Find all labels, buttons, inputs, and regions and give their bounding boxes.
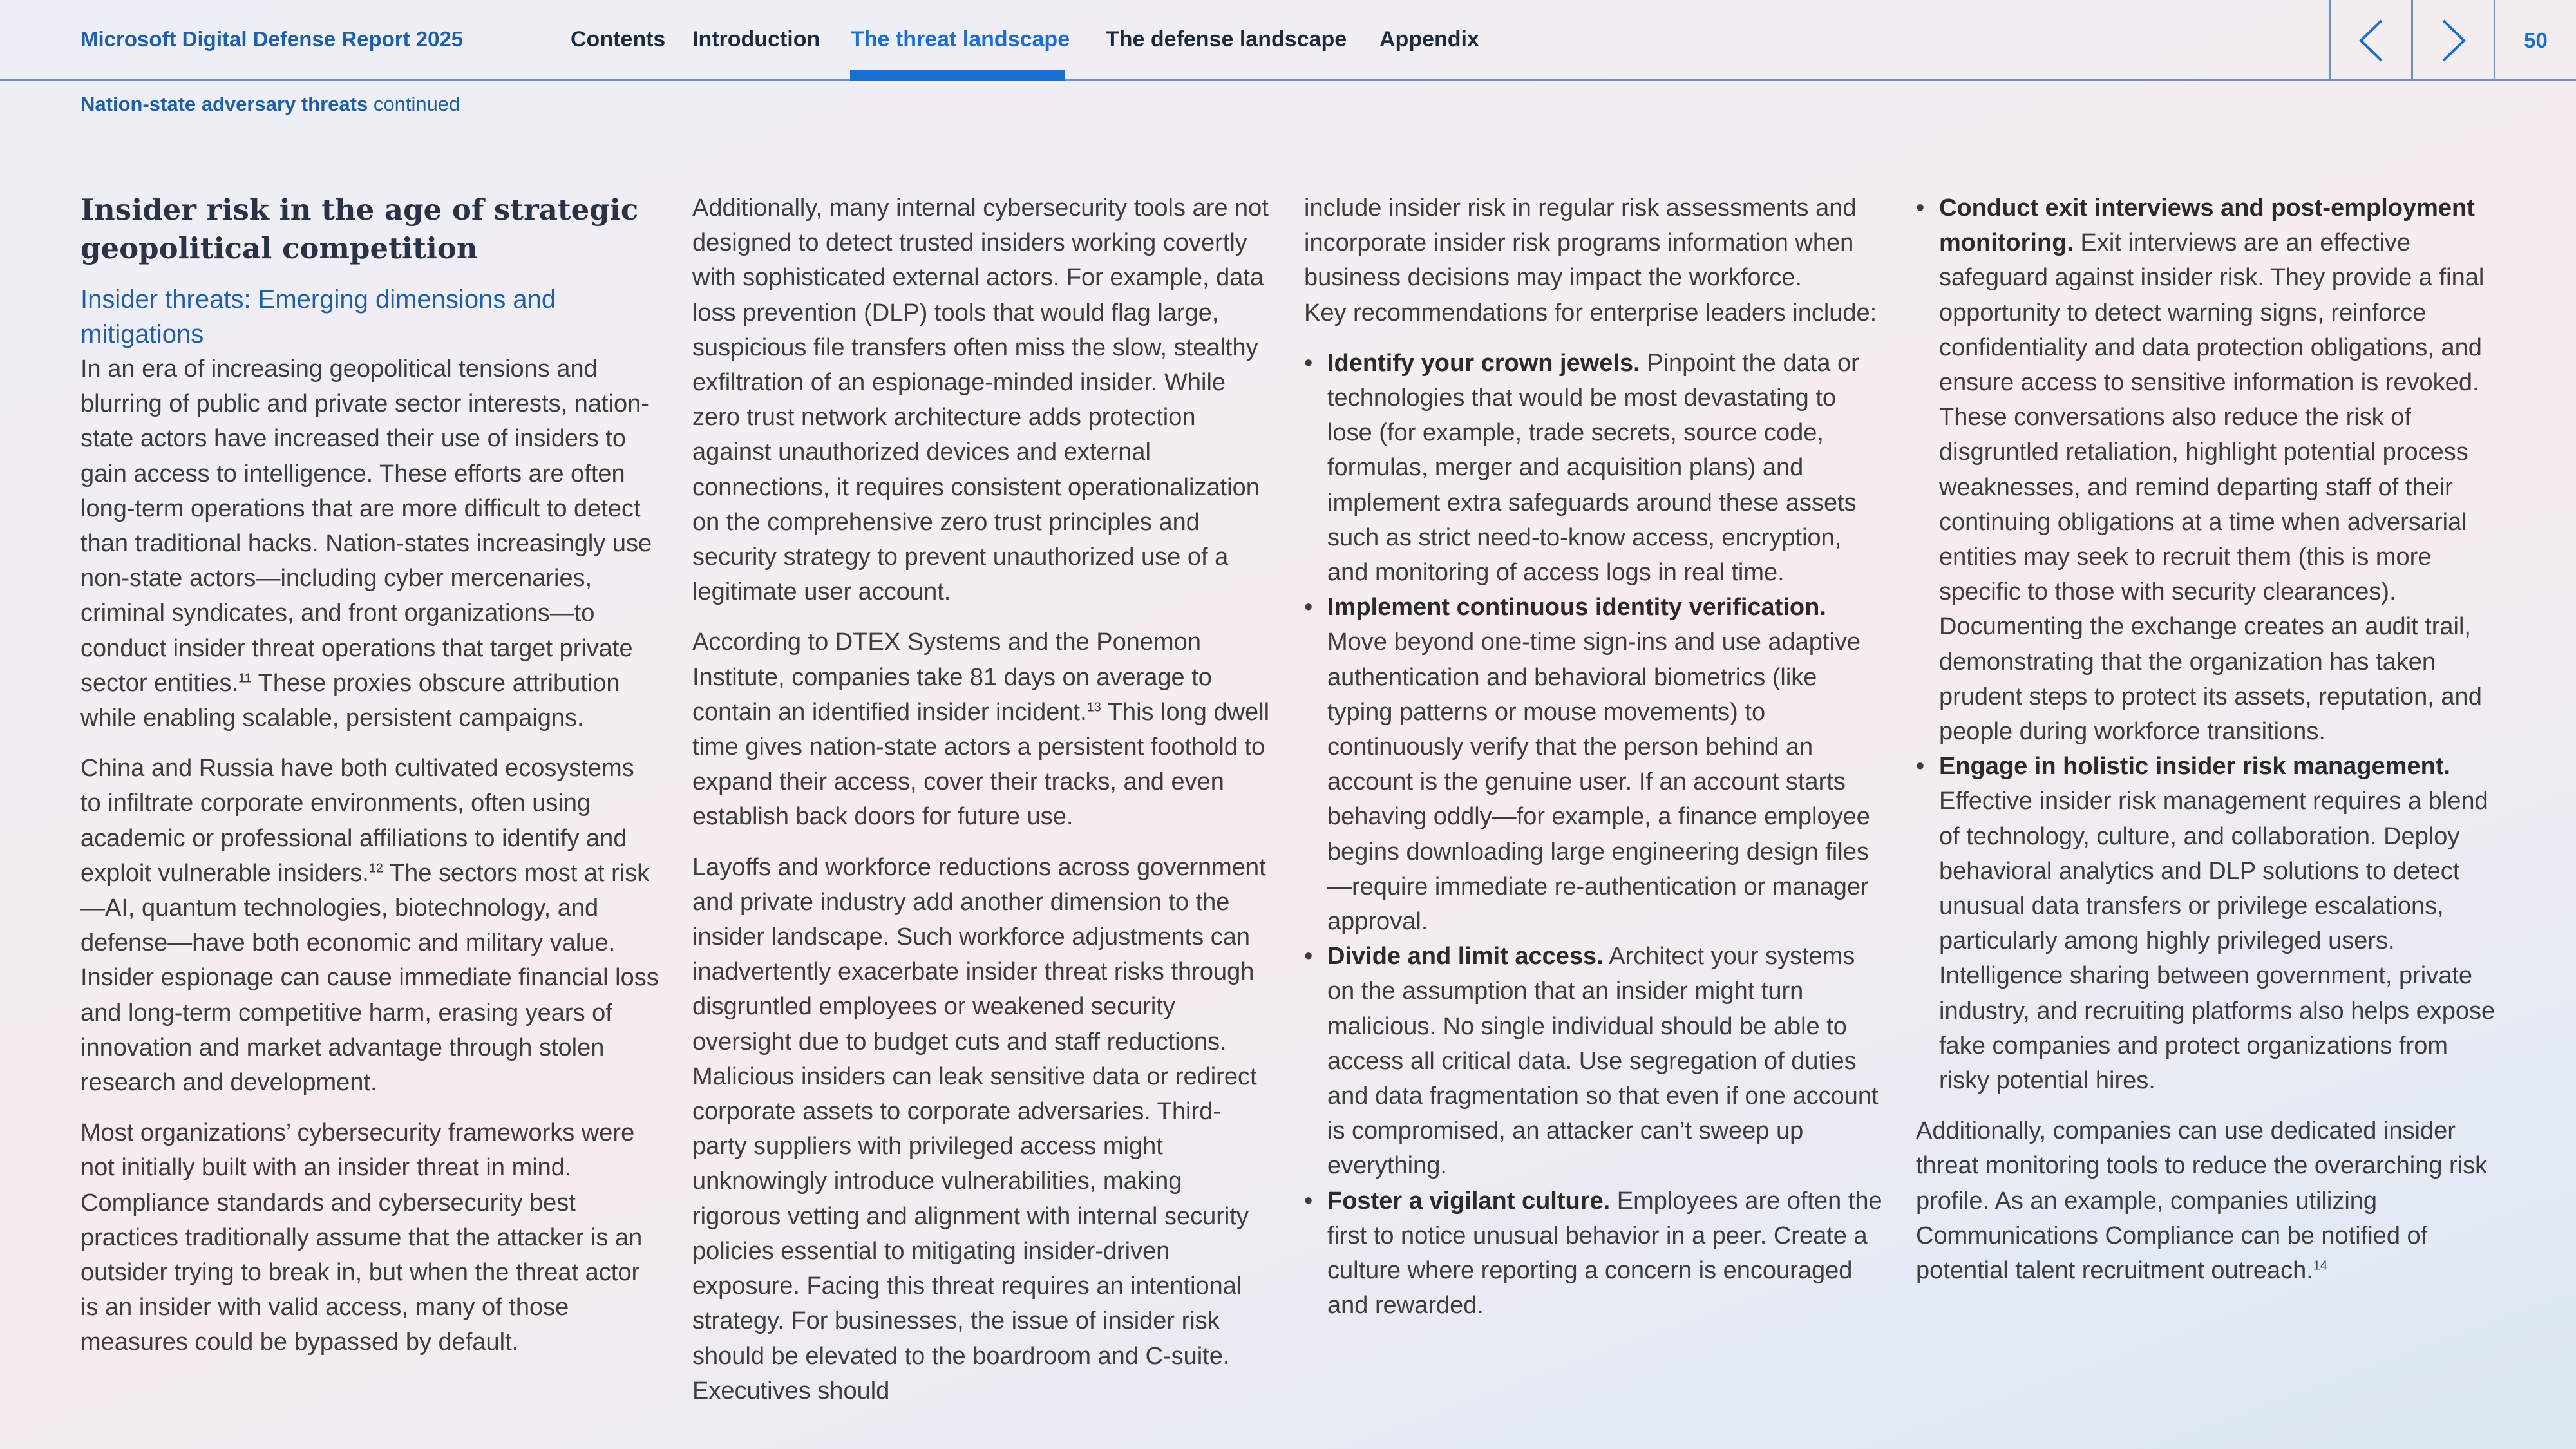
list-item	[1304, 1184, 1884, 1323]
paragraph	[692, 625, 1272, 834]
paragraph-text: China and Russia have both cultivated ecosystems to infiltrate corporate environments, often using academic or professional affiliations to identify and exploit vulnerable insiders.	[80, 755, 634, 887]
page-number: 50	[2494, 0, 2576, 80]
paragraph-text: This long dwell time gives nation-state actors a persistent foothold to expand their access, cover their tracks, and even establish back doors for future use.	[692, 698, 1270, 831]
recommendation-text: Pinpoint the data or technologies that would be most devastating to lose (for example, trade secrets, source code, formulas, merger and acquisition plans) and implement extra safeguards around these assets such as strict need-to-know access, encryption, and monitoring of access logs in real time.	[1327, 349, 1859, 587]
breadcrumb-suffix: continued	[373, 93, 460, 115]
column-1	[80, 191, 660, 1376]
nav-defense-landscape[interactable]: The defense landscape	[1106, 27, 1347, 52]
paragraph-text: In an era of increasing geopolitical tensions and blurring of public and private sector interests, nation-state actors have increased their use of insiders to gain access to intelligence. These efforts are often long-term operations that are more difficult to detect than traditional hacks. Nation-states increasingly use non-state actors—including cyber mercenaries, criminal syndicates, and front organizations—to conduct insider threat operations that target private sector entities.	[80, 355, 652, 697]
paragraph	[80, 352, 660, 735]
footnote-ref[interactable]: 11	[238, 671, 252, 686]
paragraph: Most organizations’ cybersecurity frameworks were not initially built with an insider threat in mind. Compliance standards and cybersecurity best practices traditionally assume that the attacker is an outsider trying to break in, but when the threat actor is an insider with valid access, many of those measures could be bypassed by default.	[80, 1119, 643, 1356]
paragraph: include insider risk in regular risk assessments and incorporate insider risk programs information when business decisions may impact the workforce.	[1304, 194, 1857, 292]
chevron-left-icon	[2357, 18, 2385, 63]
footnote-ref[interactable]: 12	[368, 861, 384, 876]
closing-paragraph	[1916, 1113, 2496, 1288]
recommendations-intro: Key recommendations for enterprise leaders include:	[1304, 299, 1877, 327]
recommendation-text: Effective insider risk management requires a blend of technology, culture, and collaboration. Deploy behavioral analytics and DLP solutions to detect unusual data transfers or privilege escalations, particularly among highly privileged users. Intelligence sharing between government, private industry, and recruiting platforms also helps expose fake companies and protect organizations from risky potential hires.	[1939, 788, 2496, 1095]
recommendation-title: Foster a vigilant culture.	[1327, 1187, 1611, 1215]
recommendation-text: Architect your systems on the assumption that an insider might turn malicious. No single individual should be able to access all critical data. Use segregation of duties and data fragmentation so that even if one account is compromised, an attacker can’t sweep up everything.	[1327, 943, 1879, 1180]
column-3	[1304, 191, 1884, 1323]
paragraph-text: The sectors most at risk—AI, quantum technologies, biotechnology, and defense—have both economic and military value. Insider espionage can cause immediate financial loss and long-term competitive harm, erasing years of innovation and market advantage through stolen research and development.	[80, 859, 659, 1097]
paragraph-text: According to DTEX Systems and the Ponemon Institute, companies take 81 days on average to contain an identified insider incident.	[692, 629, 1212, 726]
recommendation-text: Exit interviews are an effective safeguard against insider risk. They provide a final opportunity to detect warning signs, reinforce confidentiality and data protection obligations, and ensure access to sensitive information is revoked. These conversations also reduce the risk of disgruntled retaliation, highlight potential process weaknesses, and remind departing staff of their continuing obligations at a time when adversarial entities may seek to recruit them (this is more specific to those with security clearances). Documenting the exchange creates an audit trail, demonstrating that the organization has taken prudent steps to protect its assets, reputation, and people during workforce transitions.	[1939, 229, 2485, 746]
paragraph	[80, 751, 660, 1100]
paragraph: Layoffs and workforce reductions across government and private industry add another dimension to the insider landscape. Such workforce adjustments can inadvertently exacerbate insider threat risks through disgruntled employees or weakened security oversight due to budget cuts and staff reductions. Malicious insiders can leak sensitive data or redirect corporate assets to corporate adversaries. Third-party suppliers with privileged access might unknowingly introduce vulnerabilities, making rigorous vetting and alignment with internal security policies essential to mitigating insider-driven exposure. Facing this threat requires an intentional strategy. For businesses, the issue of insider risk should be elevated to the boardroom and C-suite. Executives should	[692, 853, 1266, 1405]
recommendation-text: Move beyond one-time sign-ins and use adaptive authentication and behavioral biometrics (like typing patterns or mouse movements) to continuously verify that the person behind an account is the genuine user. If an account starts behaving oddly—for example, a finance employee begins downloading large engineering design files—require immediate re-authentication or manager approval.	[1327, 629, 1870, 936]
paragraph: Additionally, many internal cybersecurity tools are not designed to detect trusted insiders working covertly with sophisticated external actors. For example, data loss prevention (DLP) tools that would flag large, suspicious file transfers often miss the slow, stealthy exfiltration of an espionage-minded insider. While zero trust network architecture adds protection against unauthorized devices and external connections, it requires consistent operationalization on the comprehensive zero trust principles and security strategy to prevent unauthorized use of a legitimate user account.	[692, 194, 1269, 606]
paragraph-text: These proxies obscure attribution while enabling scalable, persistent campaigns.	[80, 669, 620, 732]
list-item	[1916, 191, 2496, 749]
list-item	[1916, 749, 2496, 1098]
chevron-right-icon	[2439, 18, 2468, 63]
recommendation-title: Implement continuous identity verification.	[1327, 594, 1826, 621]
column-2	[692, 191, 1272, 1424]
previous-page-button[interactable]	[2329, 0, 2411, 80]
recommendations-list	[1304, 346, 1884, 1323]
breadcrumb	[80, 93, 460, 116]
report-title[interactable]: Microsoft Digital Defense Report 2025	[80, 27, 464, 51]
footnote-ref[interactable]: 14	[2313, 1258, 2328, 1273]
list-item	[1304, 939, 1884, 1183]
breadcrumb-section: Nation-state adversary threats	[80, 93, 368, 115]
nav-threat-landscape[interactable]: The threat landscape	[851, 27, 1070, 52]
nav-introduction[interactable]: Introduction	[692, 27, 820, 52]
article-subtitle: Insider threats: Emerging dimensions and mitigations	[80, 285, 556, 348]
recommendations-list-continued	[1916, 191, 2496, 1098]
nav-contents[interactable]: Contents	[571, 27, 666, 52]
article-title: Insider risk in the age of strategic geopolitical competition	[80, 193, 639, 265]
list-item	[1304, 346, 1884, 590]
top-navigation-bar	[0, 0, 2576, 80]
recommendation-title: Identify your crown jewels.	[1327, 349, 1640, 377]
recommendation-title: Engage in holistic insider risk management.	[1939, 753, 2450, 781]
next-page-button[interactable]	[2411, 0, 2494, 80]
footnote-ref[interactable]: 13	[1086, 700, 1101, 715]
active-tab-indicator	[850, 70, 1065, 80]
list-item	[1304, 590, 1884, 939]
recommendation-title: Divide and limit access.	[1327, 943, 1604, 971]
column-4	[1916, 191, 2496, 1303]
recommendation-text: Employees are often the first to notice unusual behavior in a peer. Create a culture where reporting a concern is encouraged and rewarded.	[1327, 1187, 1882, 1320]
recommendation-title: Conduct exit interviews and post-employment monitoring.	[1939, 194, 2475, 257]
nav-appendix[interactable]: Appendix	[1379, 27, 1479, 52]
paragraph-text: Additionally, companies can use dedicated insider threat monitoring tools to reduce the overarching risk profile. As an example, companies utilizing Communications Compliance can be notified of potential talent recruitment outreach.	[1916, 1117, 2488, 1285]
